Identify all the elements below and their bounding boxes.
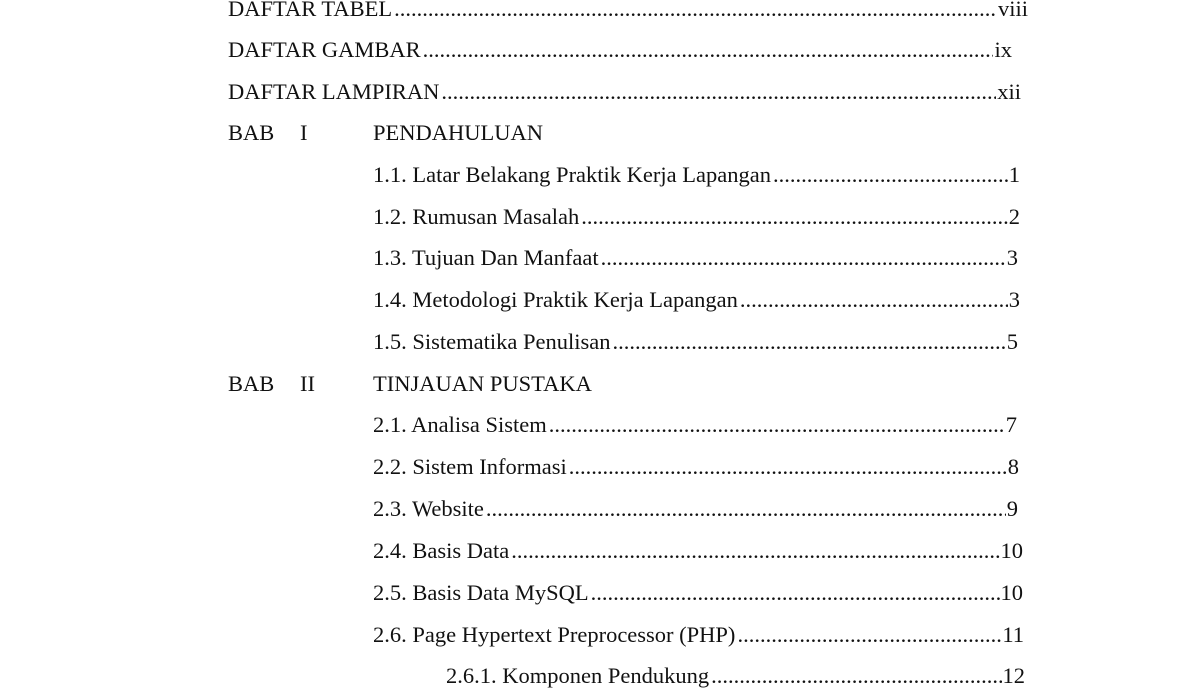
chapter-1-numeral — [300, 118, 308, 148]
dot-leader — [773, 160, 1008, 190]
toc-entry-label: DAFTAR TABEL — [228, 0, 393, 21]
dot-leader — [511, 536, 999, 566]
chapter-2-title[interactable] — [373, 369, 592, 399]
dot-leader — [591, 578, 1000, 608]
toc-entry-2-5[interactable] — [373, 578, 1023, 608]
toc-entry-1-5[interactable] — [373, 327, 1018, 357]
toc-entry-label: 1.1. Latar Belakang Praktik Kerja Lapangan — [373, 162, 771, 187]
dot-leader — [601, 243, 1006, 273]
toc-entry-2-4[interactable] — [373, 536, 1023, 566]
toc-entry-page: 10 — [1000, 580, 1023, 605]
toc-entry-page: 3 — [1006, 245, 1018, 270]
dot-leader — [549, 410, 1005, 440]
toc-entry-2-2[interactable] — [373, 452, 1019, 482]
toc-entry-page: xii — [997, 79, 1021, 104]
chapter-word: BAB — [228, 120, 275, 145]
toc-entry-label: DAFTAR GAMBAR — [228, 37, 421, 62]
dot-leader — [740, 285, 1008, 315]
chapter-title: TINJAUAN PUSTAKA — [373, 371, 592, 396]
dot-leader — [612, 327, 1005, 357]
toc-entry-page: 3 — [1008, 287, 1020, 312]
toc-entry-label: 2.2. Sistem Informasi — [373, 454, 567, 479]
toc-entry-page: 5 — [1006, 329, 1018, 354]
toc-entry-daftar-gambar[interactable] — [228, 35, 1012, 65]
toc-entry-label: 2.6. Page Hypertext Preprocessor (PHP) — [373, 622, 736, 647]
chapter-2-numeral — [300, 369, 315, 399]
toc-entry-2-1[interactable] — [373, 410, 1017, 440]
toc-entry-page: 10 — [1000, 538, 1023, 563]
chapter-numeral: II — [300, 371, 315, 396]
toc-entry-page: 1 — [1008, 162, 1020, 187]
toc-entry-daftar-lampiran[interactable] — [228, 77, 1021, 107]
toc-entry-1-2[interactable] — [373, 202, 1020, 232]
toc-entry-2-3[interactable] — [373, 494, 1018, 524]
toc-entry-label: 2.1. Analisa Sistem — [373, 412, 547, 437]
dot-leader — [569, 452, 1007, 482]
toc-entry-page: 12 — [1002, 663, 1025, 688]
toc-entry-page: 11 — [1002, 622, 1024, 647]
chapter-numeral: I — [300, 120, 308, 145]
dot-leader — [441, 77, 996, 107]
dot-leader — [486, 494, 1006, 524]
toc-entry-label: 2.3. Website — [373, 496, 484, 521]
toc-entry-label: 1.5. Sistematika Penulisan — [373, 329, 611, 354]
toc-entry-2-6[interactable] — [373, 620, 1024, 650]
toc-entry-label: 2.5. Basis Data MySQL — [373, 580, 589, 605]
toc-entry-page: 9 — [1006, 496, 1018, 521]
toc-entry-1-4[interactable] — [373, 285, 1020, 315]
toc-entry-label: 2.4. Basis Data — [373, 538, 510, 563]
dot-leader — [737, 620, 1001, 650]
toc-entry-page: 8 — [1007, 454, 1019, 479]
dot-leader — [581, 202, 1008, 232]
dot-leader — [394, 0, 997, 24]
chapter-1-number — [228, 118, 274, 148]
chapter-word: BAB — [228, 371, 275, 396]
toc-entry-label: 1.3. Tujuan Dan Manfaat — [373, 245, 599, 270]
toc-entry-page: 7 — [1005, 412, 1017, 437]
toc-entry-page: viii — [997, 0, 1028, 21]
toc-entry-1-1[interactable] — [373, 160, 1020, 190]
toc-entry-label: DAFTAR LAMPIRAN — [228, 79, 440, 104]
chapter-2-number — [228, 369, 274, 399]
toc-entry-label: 1.4. Metodologi Praktik Kerja Lapangan — [373, 287, 738, 312]
chapter-title: PENDAHULUAN — [373, 120, 543, 145]
toc-entry-1-3[interactable] — [373, 243, 1018, 273]
toc-entry-daftar-tabel[interactable] — [228, 0, 1028, 24]
chapter-1-title[interactable] — [373, 118, 543, 148]
toc-entry-label: 1.2. Rumusan Masalah — [373, 204, 580, 229]
dot-leader — [423, 35, 994, 65]
toc-entry-2-6-1[interactable] — [446, 661, 1025, 691]
toc-entry-label: 2.6.1. Komponen Pendukung — [446, 663, 710, 688]
toc-entry-page: ix — [994, 37, 1012, 62]
dot-leader — [711, 661, 1001, 691]
toc-entry-page: 2 — [1008, 204, 1020, 229]
